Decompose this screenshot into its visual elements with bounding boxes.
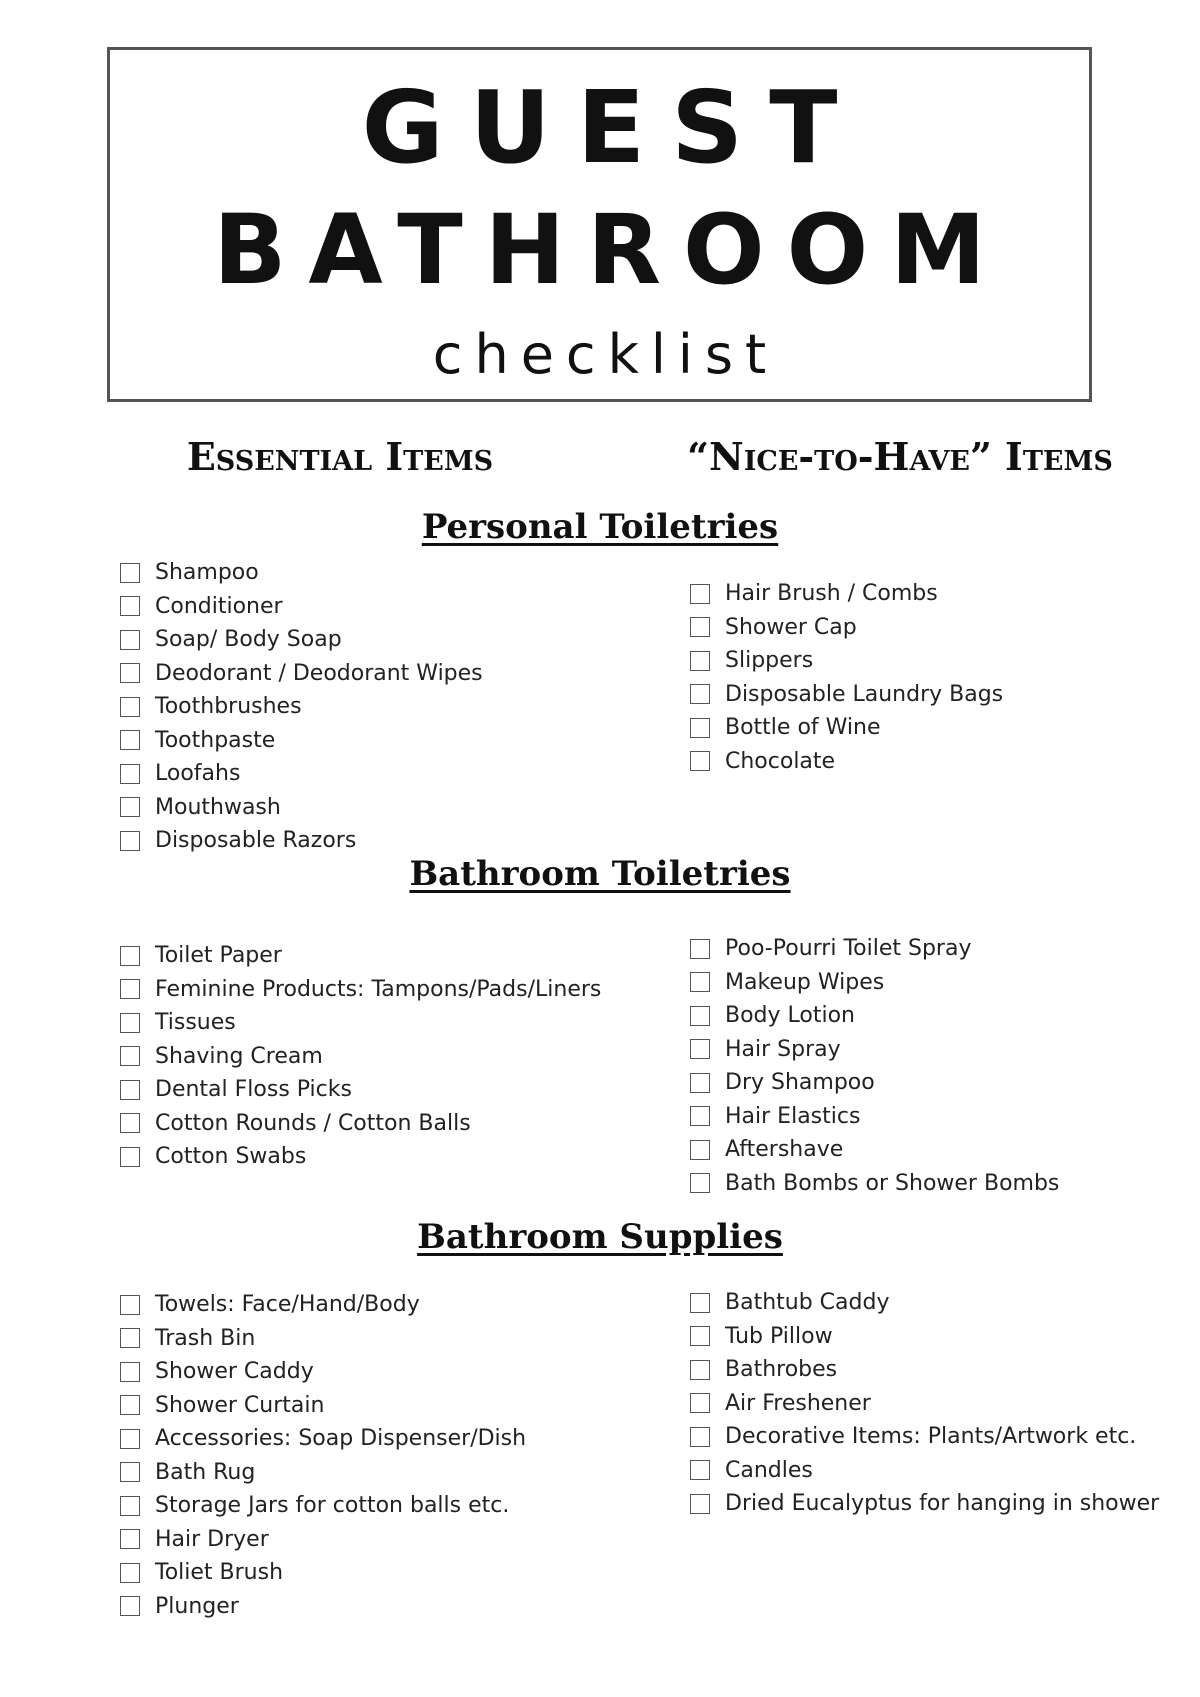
checklist-item-label: Shower Caddy xyxy=(155,1359,314,1385)
checklist-item-label: Decorative Items: Plants/Artwork etc. xyxy=(725,1424,1137,1450)
checkbox[interactable] xyxy=(690,617,710,637)
checklist-item-label: Hair Dryer xyxy=(155,1526,269,1552)
checklist-item xyxy=(690,1353,1159,1387)
checklist-item xyxy=(120,939,601,973)
checklist-item-label: Shampoo xyxy=(155,560,259,586)
checklist-item-label: Shaving Cream xyxy=(155,1043,323,1069)
checkbox[interactable] xyxy=(120,1362,140,1382)
checklist-item-label: Shower Cap xyxy=(725,614,857,640)
checkbox[interactable] xyxy=(690,1140,710,1160)
checklist-item xyxy=(120,791,483,825)
checkbox[interactable] xyxy=(690,1460,710,1480)
checklist-item xyxy=(690,1387,1159,1421)
title-line-bathroom: BATHROOM xyxy=(213,194,1008,306)
checkbox[interactable] xyxy=(120,1147,140,1167)
checklist-item-label: Bathrobes xyxy=(725,1357,838,1383)
bath-toiletries-nice-list xyxy=(690,932,1059,1200)
checklist-item xyxy=(120,1355,526,1389)
checklist-item-label: Accessories: Soap Dispenser/Dish xyxy=(155,1426,527,1452)
checkbox[interactable] xyxy=(690,1006,710,1026)
section-title-personal-toiletries: Personal Toiletries xyxy=(421,507,779,547)
checkbox[interactable] xyxy=(690,972,710,992)
checklist-item xyxy=(120,1107,601,1141)
checklist-item xyxy=(120,1040,601,1074)
checklist-item-label: Cotton Swabs xyxy=(155,1144,307,1170)
checklist-item xyxy=(120,1590,526,1624)
checklist-item-label: Dental Floss Picks xyxy=(155,1077,352,1103)
checkbox[interactable] xyxy=(120,1395,140,1415)
checklist-item xyxy=(120,1073,601,1107)
column-heading-essential: Essential Items xyxy=(186,434,494,479)
checkbox[interactable] xyxy=(120,1295,140,1315)
checklist-item xyxy=(690,1033,1059,1067)
checkbox[interactable] xyxy=(690,751,710,771)
personal-essential-list xyxy=(120,556,483,858)
checklist-item xyxy=(120,623,483,657)
checklist-item-label: Slippers xyxy=(725,648,814,674)
checkbox[interactable] xyxy=(120,1080,140,1100)
checkbox[interactable] xyxy=(120,1113,140,1133)
checkbox[interactable] xyxy=(120,797,140,817)
checkbox[interactable] xyxy=(690,651,710,671)
checklist-item-label: Dried Eucalyptus for hanging in shower xyxy=(725,1491,1160,1517)
checklist-item-label: Loofahs xyxy=(155,761,241,787)
checklist-item-label: Plunger xyxy=(155,1593,239,1619)
checkbox[interactable] xyxy=(120,730,140,750)
checkbox[interactable] xyxy=(120,1462,140,1482)
checklist-item-label: Air Freshener xyxy=(725,1390,871,1416)
bath-toiletries-essential-list xyxy=(120,939,601,1174)
checklist-item xyxy=(120,757,483,791)
checkbox[interactable] xyxy=(120,1046,140,1066)
column-heading-nice-to-have: “Nice-to-Have” Items xyxy=(687,434,1113,479)
checkbox[interactable] xyxy=(120,697,140,717)
checklist-item-label: Hair Brush / Combs xyxy=(725,581,938,607)
checkbox[interactable] xyxy=(120,946,140,966)
checklist-item xyxy=(120,1422,526,1456)
checklist-item xyxy=(690,745,1003,779)
checkbox[interactable] xyxy=(690,1360,710,1380)
checklist-item-label: Towels: Face/Hand/Body xyxy=(155,1292,420,1318)
supplies-essential-list xyxy=(120,1288,526,1623)
checklist-item-label: Mouthwash xyxy=(155,794,281,820)
checklist-item-label: Toilet Paper xyxy=(155,943,282,969)
checklist-item xyxy=(120,724,483,758)
checklist-item-label: Body Lotion xyxy=(725,1003,856,1029)
checklist-item-label: Bath Rug xyxy=(155,1459,256,1485)
checklist-item-label: Candles xyxy=(725,1457,813,1483)
checklist-item xyxy=(690,611,1003,645)
checklist-item-label: Chocolate xyxy=(725,748,836,774)
checklist-item-label: Hair Elastics xyxy=(725,1103,861,1129)
checklist-item xyxy=(120,556,483,590)
checklist-item-label: Hair Spray xyxy=(725,1036,841,1062)
checklist-item xyxy=(120,1288,526,1322)
checklist-item-label: Tub Pillow xyxy=(725,1323,833,1349)
checkbox[interactable] xyxy=(690,1393,710,1413)
title-line-guest: GUEST xyxy=(361,69,864,186)
checkbox[interactable] xyxy=(120,979,140,999)
section-title-bathroom-supplies: Bathroom Supplies xyxy=(417,1217,783,1257)
checklist-item xyxy=(120,973,601,1007)
section-title-bathroom-toiletries: Bathroom Toiletries xyxy=(409,854,791,894)
checklist-item xyxy=(690,1286,1159,1320)
checklist-item xyxy=(690,1454,1159,1488)
checklist-item-label: Shower Curtain xyxy=(155,1392,325,1418)
checklist-item-label: Disposable Razors xyxy=(155,828,357,854)
checkbox[interactable] xyxy=(690,1039,710,1059)
checkbox[interactable] xyxy=(120,1563,140,1583)
checkbox[interactable] xyxy=(120,563,140,583)
checklist-item-label: Aftershave xyxy=(725,1137,844,1163)
checklist-item xyxy=(120,1389,526,1423)
checkbox[interactable] xyxy=(690,939,710,959)
title-box xyxy=(107,47,1092,402)
checkbox[interactable] xyxy=(120,831,140,851)
supplies-nice-list xyxy=(690,1286,1159,1521)
checklist-item-label: Poo-Pourri Toilet Spray xyxy=(725,936,972,962)
checklist-item-label: Toliet Brush xyxy=(155,1560,284,1586)
checklist-item-label: Bathtub Caddy xyxy=(725,1290,890,1316)
checkbox[interactable] xyxy=(690,718,710,738)
checklist-item xyxy=(120,1456,526,1490)
checkbox[interactable] xyxy=(690,1427,710,1447)
checklist-item-label: Soap/ Body Soap xyxy=(155,627,342,653)
checkbox[interactable] xyxy=(690,1173,710,1193)
checklist-item xyxy=(120,1523,526,1557)
checklist-item xyxy=(120,690,483,724)
checkbox[interactable] xyxy=(120,1328,140,1348)
checklist-item xyxy=(120,1556,526,1590)
checklist-item-label: Toothpaste xyxy=(155,727,276,753)
checkbox[interactable] xyxy=(690,1326,710,1346)
checklist-item xyxy=(690,1100,1059,1134)
checklist-item-label: Trash Bin xyxy=(155,1325,256,1351)
checklist-item xyxy=(690,711,1003,745)
personal-nice-list xyxy=(690,577,1003,778)
checklist-item-label: Bath Bombs or Shower Bombs xyxy=(725,1170,1060,1196)
checklist-item xyxy=(690,1167,1059,1201)
checkbox[interactable] xyxy=(690,1073,710,1093)
title-line-checklist: checklist xyxy=(432,323,779,386)
checkbox[interactable] xyxy=(690,1293,710,1313)
checklist-item xyxy=(690,932,1059,966)
checkbox[interactable] xyxy=(690,1494,710,1514)
checkbox[interactable] xyxy=(690,684,710,704)
checklist-item xyxy=(690,1487,1159,1521)
checklist-item xyxy=(690,1066,1059,1100)
checkbox[interactable] xyxy=(120,1013,140,1033)
checklist-item-label: Feminine Products: Tampons/Pads/Liners xyxy=(155,976,602,1002)
checklist-item-label: Dry Shampoo xyxy=(725,1070,875,1096)
checklist-item-label: Deodorant / Deodorant Wipes xyxy=(155,660,483,686)
checklist-item xyxy=(120,1489,526,1523)
checklist-item xyxy=(120,657,483,691)
checklist-item xyxy=(120,590,483,624)
checklist-item-label: Storage Jars for cotton balls etc. xyxy=(155,1493,510,1519)
checklist-item-label: Tissues xyxy=(155,1010,236,1036)
checklist-item xyxy=(120,1140,601,1174)
checklist-item xyxy=(690,1133,1059,1167)
checklist-item-label: Makeup Wipes xyxy=(725,969,885,995)
checklist-item-label: Bottle of Wine xyxy=(725,715,881,741)
checkbox[interactable] xyxy=(690,584,710,604)
checklist-item xyxy=(690,1320,1159,1354)
checkbox[interactable] xyxy=(120,1529,140,1549)
checkbox[interactable] xyxy=(120,764,140,784)
checklist-item-label: Toothbrushes xyxy=(155,694,302,720)
checkbox[interactable] xyxy=(120,1429,140,1449)
checkbox[interactable] xyxy=(690,1106,710,1126)
checklist-item-label: Disposable Laundry Bags xyxy=(725,681,1004,707)
checkbox[interactable] xyxy=(120,596,140,616)
checkbox[interactable] xyxy=(120,1496,140,1516)
checkbox[interactable] xyxy=(120,663,140,683)
checklist-item xyxy=(690,1420,1159,1454)
checklist-item xyxy=(120,1322,526,1356)
checklist-item xyxy=(690,966,1059,1000)
checklist-item xyxy=(690,644,1003,678)
checklist-item-label: Conditioner xyxy=(155,593,283,619)
checklist-item xyxy=(120,1006,601,1040)
checklist-item xyxy=(690,999,1059,1033)
checklist-item xyxy=(690,678,1003,712)
checkbox[interactable] xyxy=(120,630,140,650)
checklist-item-label: Cotton Rounds / Cotton Balls xyxy=(155,1110,471,1136)
checklist-item xyxy=(690,577,1003,611)
checkbox[interactable] xyxy=(120,1596,140,1616)
